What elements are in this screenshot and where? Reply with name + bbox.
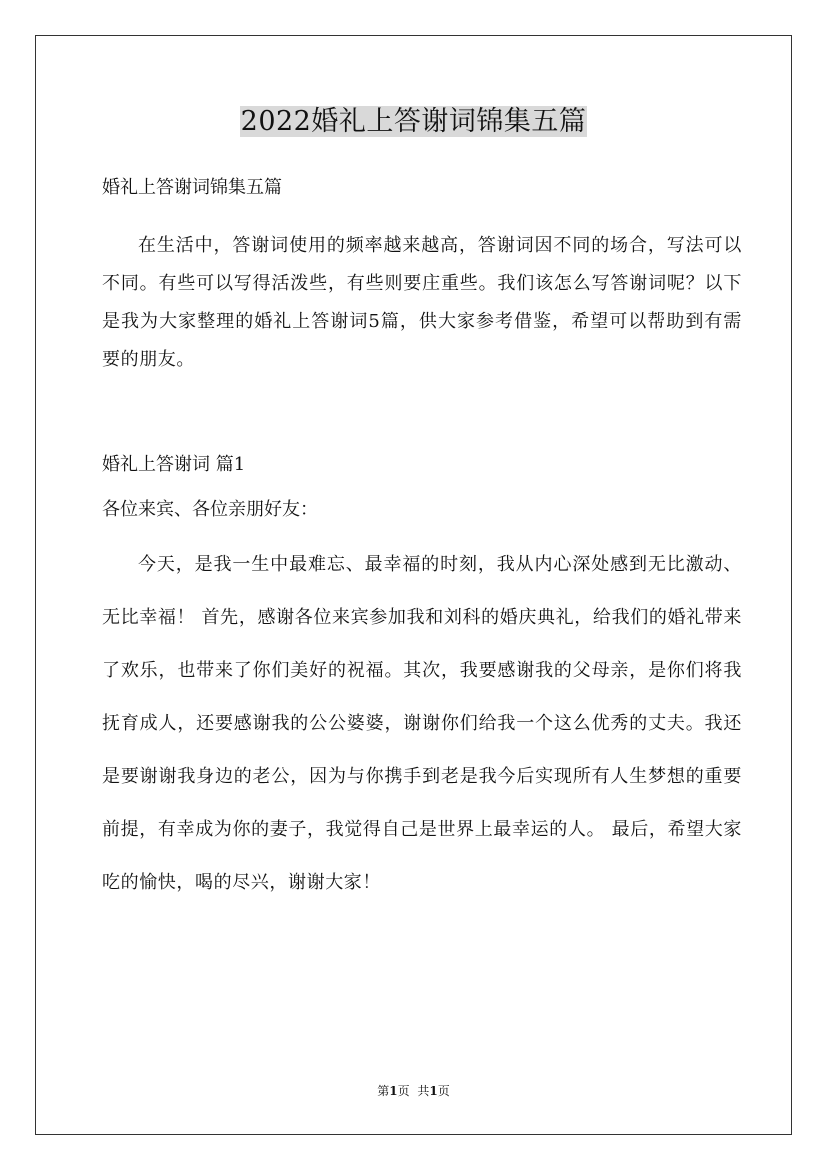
page-label-prefix: 第 bbox=[377, 1084, 390, 1098]
total-label-suffix: 页 bbox=[437, 1084, 450, 1098]
current-page-number: 1 bbox=[389, 1084, 398, 1098]
document-subtitle: 婚礼上答谢词锦集五篇 bbox=[102, 177, 282, 198]
greeting-line: 各位来宾、各位亲朋好友： bbox=[102, 499, 318, 520]
page-footer bbox=[0, 1083, 827, 1099]
speech-paragraph: 今天，是我一生中最难忘、最幸福的时刻，我从内心深处感到无比激动、无比幸福！ 首先，感谢各位来宾参加我和刘科的婚庆典礼，给我们的婚礼带来了欢乐，也带来了你们美好的祝福。其次，我要感谢我的父母亲，是你们将我抚育成人，还要感谢我的公公婆婆，谢谢你们给我一个这么优秀的丈夫。我还是要谢谢我身边的老公，因为与你携手到老是我今后实现所有人生梦想的重要前提，有幸成为你的妻子，我觉得自己是世界上最幸运的人。 最后，希望大家吃的愉快，喝的尽兴，谢谢大家！ bbox=[102, 554, 742, 893]
page-label-mid: 页 bbox=[397, 1084, 410, 1098]
document-title bbox=[0, 100, 827, 144]
document-title-text: 2022婚礼上答谢词锦集五篇 bbox=[240, 106, 587, 137]
total-page-number: 1 bbox=[429, 1084, 438, 1098]
document-body bbox=[102, 173, 742, 909]
total-label-prefix: 共 bbox=[417, 1084, 430, 1098]
section-heading: 婚礼上答谢词 篇1 bbox=[102, 454, 246, 475]
intro-paragraph: 在生活中，答谢词使用的频率越来越高，答谢词因不同的场合，写法可以不同。有些可以写得活泼些，有些则要庄重些。我们该怎么写答谢词呢？以下是我为大家整理的婚礼上答谢词5篇，供大家参考借鉴，希望可以帮助到有需要的朋友。 bbox=[102, 235, 742, 370]
